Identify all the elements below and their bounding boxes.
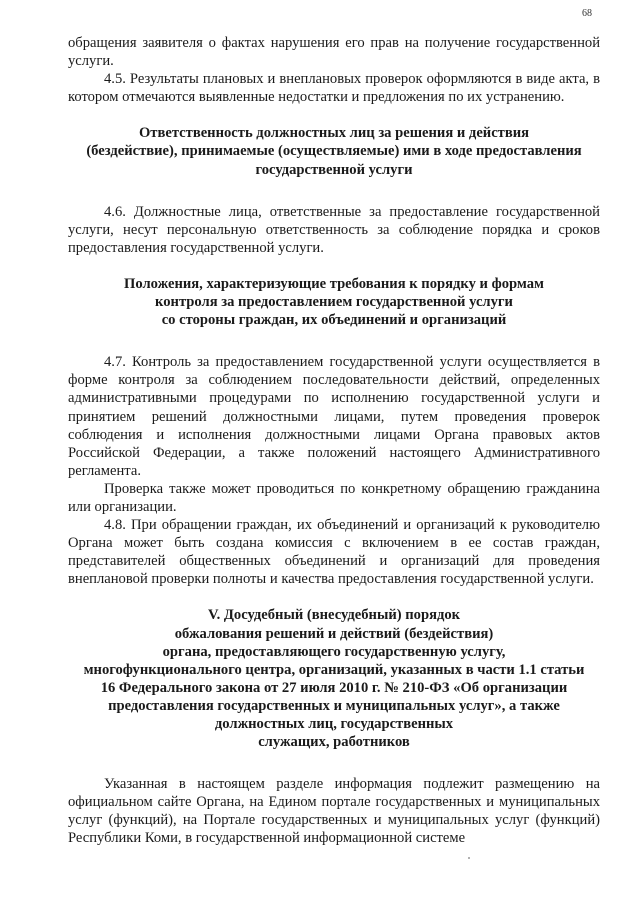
heading-line: Ответственность должностных лиц за решения и действия bbox=[138, 125, 530, 142]
heading-line: предоставления государственных и муниципальных услуг», а также bbox=[108, 697, 560, 714]
heading-control bbox=[68, 275, 600, 329]
heading-line: обжалования решений и действий (бездействия) bbox=[174, 625, 494, 642]
heading-line: V. Досудебный (внесудебный) порядок bbox=[207, 607, 461, 624]
paragraph-check: Проверка также может проводиться по конкретному обращению гражданина или организации. bbox=[68, 480, 600, 515]
paragraph-continuation: обращения заявителя о фактах нарушения его прав на получение государственной услуги. bbox=[68, 35, 600, 70]
scan-speck bbox=[468, 857, 470, 859]
heading-responsibility bbox=[68, 124, 600, 178]
heading-line: контроля за предоставлением государственной услуги bbox=[155, 294, 513, 311]
heading-line: Положения, характеризующие требования к порядку и формам bbox=[124, 275, 544, 292]
heading-line: государственной услуги bbox=[255, 161, 413, 178]
heading-line: со стороны граждан, их объединений и организаций bbox=[161, 312, 507, 329]
heading-line: многофункционального центра, организаций, указанных в части 1.1 статьи bbox=[83, 661, 585, 678]
paragraph-4-7: 4.7. Контроль за предоставлением государственной услуги осуществляется в форме контроля за соблюдением последовательности действий, определенных административными процедурами по исполнению государственной услуги и принятием решений должностными лицами, путем проведения проверок соблюдения и исполнения должностными лицами Органа правовых актов Российской Федерации, а также положений настоящего Административного регламента. bbox=[68, 354, 600, 479]
heading-section-v bbox=[68, 606, 600, 751]
paragraph-4-8: 4.8. При обращении граждан, их объединений и организаций к руководителю Органа может быть создана комиссия с включением в ее состав граждан, представителей общественных объединений и организаций для проведения внеплановой проверки полноты и качества предоставления государственной услуги. bbox=[68, 517, 600, 588]
heading-line: органа, предоставляющего государственную услугу, bbox=[162, 643, 506, 660]
heading-line: служащих, работников bbox=[258, 734, 410, 751]
paragraph-info: Указанная в настоящем разделе информация подлежит размещению на официальном сайте Органа, на Едином портале государственных и муниципальных услуг (функций), на Портале государственных и муниципальных услуг (функций) Республики Коми, в государственной информационной системе bbox=[68, 776, 600, 847]
page-number: 68 bbox=[582, 8, 592, 19]
paragraph-4-5: 4.5. Результаты плановых и внеплановых проверок оформляются в виде акта, в котором отмечаются выявленные недостатки и предложения по их устранению. bbox=[68, 71, 600, 106]
heading-line: должностных лиц, государственных bbox=[214, 716, 454, 732]
paragraph-4-6: 4.6. Должностные лица, ответственные за предоставление государственной услуги, несут персональную ответственность за соблюдение порядка и сроков предоставления государственной услуги. bbox=[68, 203, 600, 256]
heading-line: 16 Федерального закона от 27 июля 2010 г. № 210-ФЗ «Об организации bbox=[100, 679, 568, 696]
heading-line: (бездействие), принимаемые (осуществляемые) ими в ходе предоставления bbox=[86, 143, 582, 160]
document-body bbox=[68, 34, 600, 848]
